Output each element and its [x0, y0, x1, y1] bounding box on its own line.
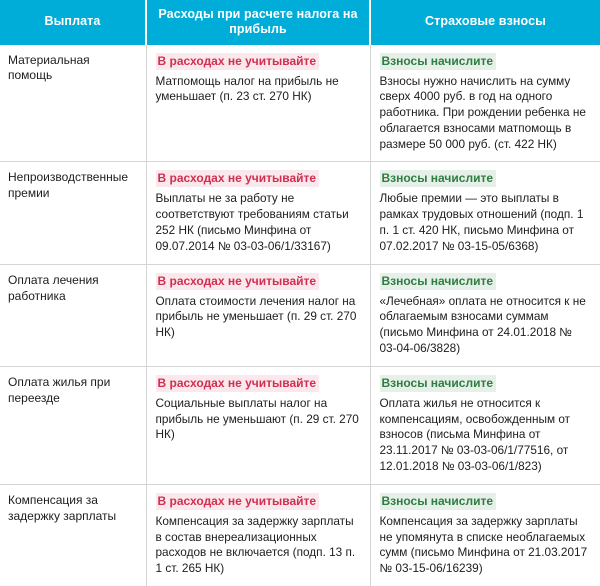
table-row [0, 264, 600, 366]
status-badge-not-deductible: В расходах не учитывайте [156, 493, 320, 510]
table-row [0, 484, 600, 586]
status-badge-contributions-due: Взносы начислите [380, 170, 497, 187]
table-row [0, 45, 600, 162]
cell-payment: Оплата жилья при переезде [0, 366, 146, 484]
cell-insurance [370, 366, 600, 484]
cell-payment: Компенсация за задержку зарплаты [0, 484, 146, 586]
cell-insurance [370, 45, 600, 162]
cell-insurance [370, 264, 600, 366]
insurance-note: Взносы нужно начислить на сумму сверх 4000 руб. в год на одного работника. При рождении ребенка не облагается взносами матпомощь в размере 50 000 руб. (ст. 422 НК) [380, 74, 592, 153]
insurance-note: Компенсация за задержку зарплаты не упомянута в списке необлагаемых сумм (письмо Минфина от 21.03.2017 № 03-15-06/16239) [380, 514, 592, 577]
column-header-payment: Выплата [0, 0, 146, 45]
status-badge-not-deductible: В расходах не учитывайте [156, 53, 320, 70]
cell-insurance [370, 162, 600, 264]
table-header [0, 0, 600, 45]
status-badge-contributions-due: Взносы начислите [380, 273, 497, 290]
cell-payment: Непроизводственные премии [0, 162, 146, 264]
cell-profit-tax [146, 484, 370, 586]
table-body [0, 45, 600, 586]
insurance-note: Оплата жилья не относится к компенсациям, освобожденным от взносов (письма Минфина от 23.11.2017 № 03-03-06/1/77516, от 12.01.2018 № 03-03-06/1/823) [380, 396, 592, 475]
status-badge-contributions-due: Взносы начислите [380, 493, 497, 510]
profit-tax-note: Оплата стоимости лечения налог на прибыль не уменьшает (п. 29 ст. 270 НК) [156, 294, 361, 341]
status-badge-not-deductible: В расходах не учитывайте [156, 273, 320, 290]
insurance-note: «Лечебная» оплата не относится к не облагаемым взносами суммам (письмо Минфина от 24.01.2018 № 03-04-06/3828) [380, 294, 592, 357]
table-header-row [0, 0, 600, 45]
profit-tax-note: Социальные выплаты налог на прибыль не уменьшают (п. 29 ст. 270 НК) [156, 396, 361, 443]
profit-tax-note: Компенсация за задержку зарплаты в состав внереализационных расходов не включается (подп. 13 п. 1 ст. 265 НК) [156, 514, 361, 577]
cell-profit-tax [146, 366, 370, 484]
profit-tax-note: Матпомощь налог на прибыль не уменьшает (п. 23 ст. 270 НК) [156, 74, 361, 106]
status-badge-contributions-due: Взносы начислите [380, 375, 497, 392]
insurance-note: Любые премии — это выплаты в рамках трудовых отношений (подп. 1 п. 1 ст. 420 НК, письмо Минфина от 07.02.2017 № 03-15-05/6368) [380, 191, 592, 254]
cell-profit-tax [146, 162, 370, 264]
table-row [0, 162, 600, 264]
column-header-insurance: Страховые взносы [370, 0, 600, 45]
status-badge-not-deductible: В расходах не учитывайте [156, 375, 320, 392]
cell-payment: Материальная помощь [0, 45, 146, 162]
cell-payment: Оплата лечения работника [0, 264, 146, 366]
status-badge-contributions-due: Взносы начислите [380, 53, 497, 70]
cell-profit-tax [146, 45, 370, 162]
column-header-profit-tax: Расходы при расчете налога на прибыль [146, 0, 370, 45]
profit-tax-note: Выплаты не за работу не соответствуют требованиям статьи 252 НК (письмо Минфина от 09.07.2014 № 03-03-06/1/33167) [156, 191, 361, 254]
table-row [0, 366, 600, 484]
cell-profit-tax [146, 264, 370, 366]
cell-insurance [370, 484, 600, 586]
status-badge-not-deductible: В расходах не учитывайте [156, 170, 320, 187]
